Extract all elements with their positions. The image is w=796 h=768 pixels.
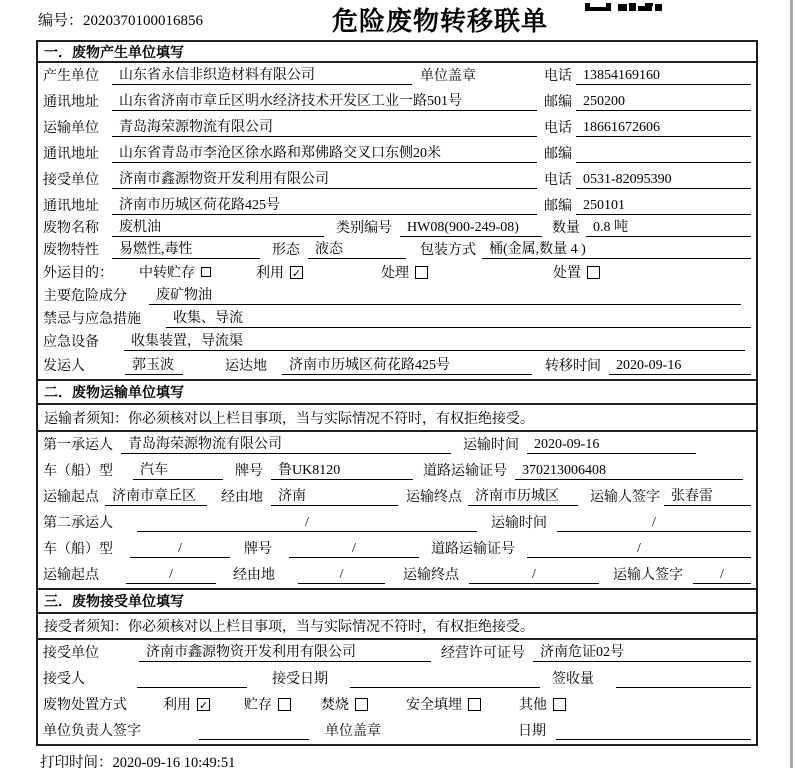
receiving-unit-row bbox=[38, 640, 756, 666]
disposal-method-label: 废物处置方式 bbox=[43, 698, 127, 713]
disposal-option-label: 其他 bbox=[519, 698, 547, 713]
purpose-option-label: 中转贮存 bbox=[139, 266, 195, 281]
producer-zip-label: 邮编 bbox=[544, 95, 572, 110]
emergency-equipment-label: 应急设备 bbox=[43, 335, 99, 350]
transfer-time-label: 转移时间 bbox=[545, 359, 601, 374]
vehicle-type-value: 汽车 bbox=[133, 459, 223, 480]
print-time bbox=[40, 751, 235, 768]
disposal-option-label: 贮存 bbox=[244, 698, 272, 713]
transfer-time-value: 2020-09-16 bbox=[609, 358, 751, 375]
second-route-row bbox=[38, 562, 756, 588]
waste-traits-value: 易燃性,毒性 bbox=[112, 238, 260, 259]
first-carrier-label: 第一承运人 bbox=[43, 438, 113, 453]
transporter-notice: 运输者须知：你必须核对以上栏目事项，当与实际情况不符时，有权拒绝接受。 bbox=[38, 405, 756, 432]
receiving-unit-label: 接受单位 bbox=[43, 646, 99, 661]
accept-date-value bbox=[350, 672, 540, 688]
page-title: 危险废物转移联单 bbox=[331, 7, 548, 36]
accepter-value bbox=[137, 672, 247, 688]
transport-time-label-2: 运输时间 bbox=[491, 516, 547, 531]
transfer-purpose-label: 外运目的： bbox=[43, 266, 113, 281]
producer-phone-value: 13854169160 bbox=[576, 68, 751, 85]
purpose-option-dispose bbox=[553, 262, 600, 282]
route-end-value-2: / bbox=[469, 567, 599, 584]
plate-number-value-2: / bbox=[289, 541, 419, 558]
hazard-component-label: 主要危险成分 bbox=[43, 289, 127, 304]
signoff-date-label: 日期 bbox=[518, 724, 546, 739]
destination-value: 济南市历城区荷花路425号 bbox=[282, 354, 532, 375]
serial-number-label: 编号： bbox=[38, 13, 84, 29]
producer-row bbox=[38, 63, 756, 89]
waste-name-value: 废机油 bbox=[112, 216, 324, 237]
section-3-header: 三．废物接受单位填写 bbox=[38, 588, 756, 614]
disposal-option-store bbox=[244, 694, 291, 714]
road-license-value-2: / bbox=[527, 541, 751, 558]
carrier-signature-value: 张春雷 bbox=[664, 485, 751, 506]
purpose-option-transfer-storage bbox=[139, 262, 211, 282]
plate-number-label-2: 牌号 bbox=[244, 542, 272, 557]
plate-number-value: 鲁UK8120 bbox=[271, 459, 413, 480]
purpose-option-label: 处理 bbox=[381, 266, 409, 281]
accepter-label: 接受人 bbox=[43, 672, 85, 687]
route-via-label-2: 经由地 bbox=[233, 568, 275, 583]
purpose-option-treat bbox=[381, 262, 428, 282]
checkbox-disposal-store bbox=[278, 698, 291, 711]
carrier-signature-label: 运输人签字 bbox=[590, 490, 660, 505]
route-start-value: 济南市章丘区 bbox=[105, 485, 207, 506]
checkbox-disposal-other bbox=[553, 698, 566, 711]
producer-seal-label: 单位盖章 bbox=[420, 69, 476, 84]
producer-zip-value: 250200 bbox=[576, 94, 751, 111]
waste-form-value: 液态 bbox=[308, 238, 406, 259]
purpose-option-utilize bbox=[256, 262, 303, 282]
carrier-signature-value-2: / bbox=[693, 567, 751, 584]
disposal-option-incinerate bbox=[321, 694, 368, 714]
second-vehicle-row bbox=[38, 536, 756, 562]
waste-code-value: HW08(900-249-08) bbox=[400, 220, 542, 237]
permit-number-label: 经营许可证号 bbox=[441, 646, 525, 661]
transporter-address-value: 山东省青岛市李沧区徐水路和郑佛路交叉口东侧20米 bbox=[112, 142, 537, 163]
route-via-value: 济南 bbox=[271, 485, 398, 506]
acceptance-row bbox=[38, 666, 756, 692]
road-license-value: 370213006408 bbox=[515, 463, 743, 480]
route-via-value-2: / bbox=[298, 567, 385, 584]
waste-pack-value: 桶(金属,数量 4 ) bbox=[482, 238, 751, 259]
transporter-zip-value bbox=[576, 147, 751, 163]
route-start-label-2: 运输起点 bbox=[43, 568, 99, 583]
responsible-signature-label: 单位负责人签字 bbox=[43, 724, 141, 739]
checkbox-treat bbox=[415, 266, 428, 279]
first-route-row bbox=[38, 484, 756, 510]
transporter-zip-label: 邮编 bbox=[544, 147, 572, 162]
emergency-measures-label: 禁忌与应急措施 bbox=[43, 312, 141, 327]
responsible-signature-value bbox=[199, 724, 309, 740]
checkbox-transfer-storage bbox=[201, 267, 211, 277]
checkbox-disposal-landfill bbox=[468, 698, 481, 711]
purpose-option-label: 处置 bbox=[553, 266, 581, 281]
hazard-component-value: 废矿物油 bbox=[149, 284, 741, 305]
vehicle-type-label-2: 车（船）型 bbox=[43, 542, 113, 557]
disposal-method-row bbox=[38, 692, 756, 718]
receiver-address-value: 济南市历城区荷花路425号 bbox=[112, 194, 537, 215]
waste-qty-label: 数量 bbox=[552, 221, 580, 236]
receiver-notice: 接受者须知：你必须核对以上栏目事项，当与实际情况不符时，有权拒绝接受。 bbox=[38, 614, 756, 640]
destination-label: 运达地 bbox=[225, 359, 267, 374]
serial-number-value: 2020370100016856 bbox=[83, 13, 204, 29]
accept-date-label: 接受日期 bbox=[272, 672, 328, 687]
signed-quantity-value bbox=[616, 672, 751, 688]
dispatcher-value: 郭玉波 bbox=[125, 354, 183, 375]
checkbox-disposal-utilize: ✓ bbox=[198, 698, 209, 712]
receiving-unit-value: 济南市鑫源物资开发利用有限公司 bbox=[139, 641, 431, 662]
producer-phone-label: 电话 bbox=[544, 69, 572, 84]
producer-address-row bbox=[38, 89, 756, 115]
print-time-label: 打印时间： bbox=[40, 755, 113, 768]
first-carrier-row bbox=[38, 432, 756, 458]
purpose-option-label: 利用 bbox=[256, 266, 284, 281]
disposal-option-landfill bbox=[406, 694, 481, 714]
permit-number-value: 济南危证02号 bbox=[533, 641, 751, 662]
emergency-measures-row bbox=[38, 308, 756, 331]
section-2-header: 二．废物运输单位填写 bbox=[38, 379, 756, 405]
transporter-phone-label: 电话 bbox=[544, 121, 572, 136]
route-via-label: 经由地 bbox=[221, 490, 263, 505]
route-end-label-2: 运输终点 bbox=[403, 568, 459, 583]
transport-time-label: 运输时间 bbox=[463, 438, 519, 453]
receiver-label: 接受单位 bbox=[43, 173, 99, 188]
second-carrier-value: / bbox=[137, 515, 477, 532]
transport-time-value: 2020-09-16 bbox=[527, 437, 696, 454]
second-carrier-row bbox=[38, 510, 756, 536]
right-page-edge-bar bbox=[790, 0, 793, 768]
dispatcher-label: 发运人 bbox=[43, 359, 85, 374]
hazard-component-row bbox=[38, 285, 756, 308]
emergency-equipment-value: 收集装置，导流渠 bbox=[124, 330, 745, 351]
producer-address-label: 通讯地址 bbox=[43, 95, 99, 110]
waste-pack-label: 包装方式 bbox=[420, 243, 476, 258]
checkbox-dispose bbox=[587, 266, 600, 279]
transport-time-value-2: / bbox=[557, 515, 751, 532]
plate-number-label: 牌号 bbox=[235, 464, 263, 479]
receiver-row bbox=[38, 167, 756, 193]
checkbox-utilize: ✓ bbox=[291, 266, 302, 280]
print-time-value: 2020-09-16 10:49:51 bbox=[112, 755, 236, 768]
carrier-signature-label-2: 运输人签字 bbox=[613, 568, 683, 583]
signoff-date-value bbox=[556, 724, 751, 740]
transporter-value: 青岛海荣源物流有限公司 bbox=[112, 116, 537, 137]
route-end-label: 运输终点 bbox=[406, 490, 462, 505]
transporter-address-row bbox=[38, 141, 756, 167]
waste-form-label: 形态 bbox=[272, 243, 300, 258]
route-start-label: 运输起点 bbox=[43, 490, 99, 505]
transfer-purpose-row bbox=[38, 262, 756, 285]
waste-name-label: 废物名称 bbox=[43, 221, 99, 236]
receiver-zip-label: 邮编 bbox=[544, 199, 572, 214]
first-carrier-value: 青岛海荣源物流有限公司 bbox=[121, 433, 451, 454]
disposal-option-other bbox=[519, 694, 566, 714]
signed-quantity-label: 签收量 bbox=[552, 672, 594, 687]
disposal-option-label: 焚烧 bbox=[321, 698, 349, 713]
signoff-row bbox=[38, 718, 756, 744]
emergency-measures-value: 收集、导流 bbox=[166, 307, 751, 328]
waste-traits-row bbox=[38, 240, 756, 262]
waste-qty-value: 0.8 吨 bbox=[586, 216, 751, 237]
manifest-table bbox=[36, 40, 758, 746]
receiver-phone-value: 0531-82095390 bbox=[576, 172, 751, 189]
receiver-address-label: 通讯地址 bbox=[43, 199, 99, 214]
qr-code-icon bbox=[585, 0, 665, 16]
producer-value: 山东省永信非织造材料有限公司 bbox=[112, 64, 412, 85]
dispatch-row bbox=[38, 354, 756, 379]
unit-seal-label: 单位盖章 bbox=[325, 724, 381, 739]
waste-traits-label: 废物特性 bbox=[43, 243, 99, 258]
transporter-phone-value: 18661672606 bbox=[576, 120, 751, 137]
section-1-header: 一．废物产生单位填写 bbox=[38, 42, 756, 63]
transporter-label: 运输单位 bbox=[43, 121, 99, 136]
receiver-value: 济南市鑫源物资开发利用有限公司 bbox=[112, 168, 537, 189]
checkbox-disposal-incinerate bbox=[355, 698, 368, 711]
disposal-option-utilize bbox=[163, 694, 210, 714]
transporter-row bbox=[38, 115, 756, 141]
route-start-value-2: / bbox=[126, 567, 216, 584]
producer-label: 产生单位 bbox=[43, 69, 99, 84]
second-carrier-label: 第二承运人 bbox=[43, 516, 113, 531]
vehicle-type-label: 车（船）型 bbox=[43, 464, 113, 479]
road-license-label: 道路运输证号 bbox=[423, 464, 507, 479]
waste-name-row bbox=[38, 219, 756, 240]
first-vehicle-row bbox=[38, 458, 756, 484]
disposal-option-label: 利用 bbox=[163, 698, 191, 713]
vehicle-type-value-2: / bbox=[130, 541, 230, 558]
receiver-phone-label: 电话 bbox=[544, 173, 572, 188]
waste-code-label: 类别编号 bbox=[336, 221, 392, 236]
route-end-value: 济南市历城区 bbox=[468, 485, 578, 506]
road-license-label-2: 道路运输证号 bbox=[431, 542, 515, 557]
receiver-zip-value: 250101 bbox=[576, 198, 751, 215]
transporter-address-label: 通讯地址 bbox=[43, 147, 99, 162]
disposal-option-label: 安全填埋 bbox=[406, 698, 462, 713]
producer-address-value: 山东省济南市章丘区明水经济技术开发区工业一路501号 bbox=[112, 90, 537, 111]
emergency-equipment-row bbox=[38, 331, 756, 354]
